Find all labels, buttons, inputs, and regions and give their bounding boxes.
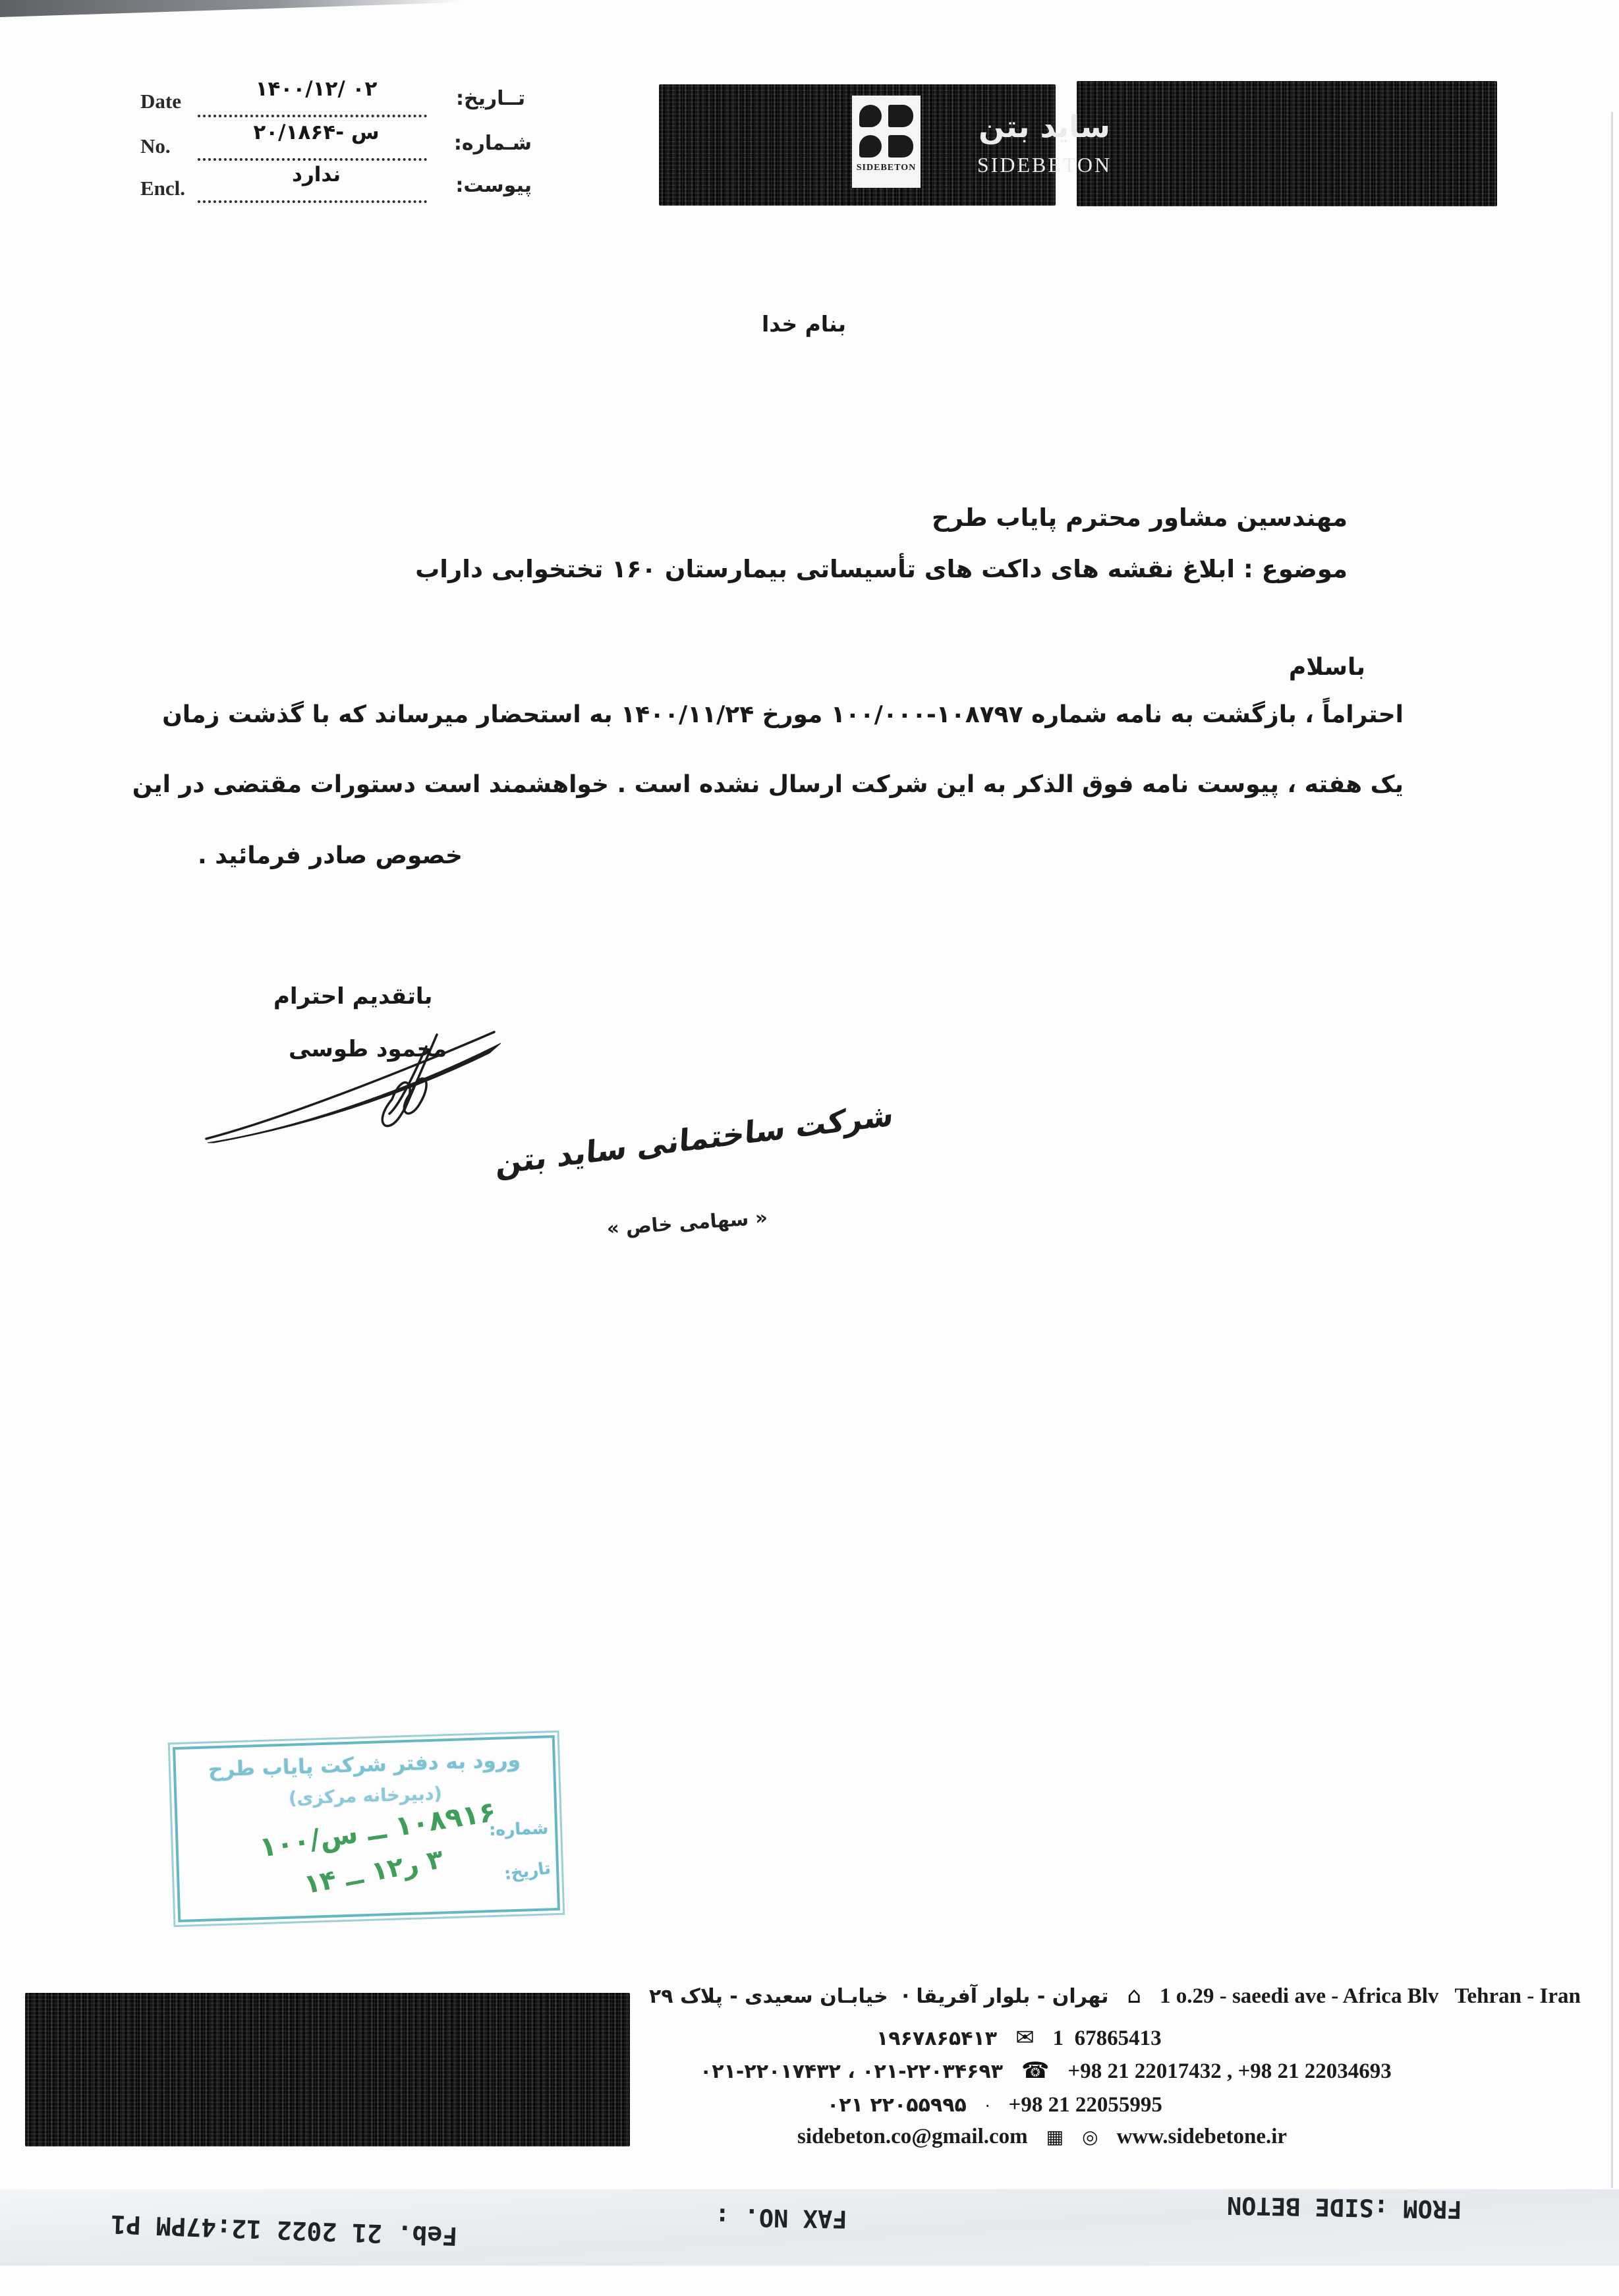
ref-encl-dotline [198, 183, 427, 203]
stamp-date-handwritten: ۳ ر۱۲ ــ ۱۴ [301, 1844, 446, 1901]
ref-no-label-en: No. [140, 134, 171, 158]
signer-name: محمود طوسی [289, 1036, 447, 1062]
mailbox-icon: ✉ [1015, 2024, 1035, 2051]
footer-postal-farsi: ۱۹۶۷۸۶۵۴۱۳ [876, 2027, 998, 2050]
stamp-title-line: ورود به دفتر شرکت پایاب طرح [208, 1748, 521, 1782]
ref-date-label-en: Date [140, 90, 181, 113]
brand-name-latin: SIDEBETON [977, 153, 1112, 177]
footer-postal-latin: 1 67865413 [1052, 2026, 1162, 2050]
ref-encl-label-fa: پیوست: [455, 174, 532, 197]
ref-encl-value: ندارد [292, 163, 341, 187]
globe-icon: ◎ [1082, 2126, 1098, 2148]
ref-no-value: س -۲۰/۱۸۶۴ [253, 121, 380, 144]
dot-separator: · [984, 2097, 990, 2115]
scan-edge-artifact [0, 0, 461, 17]
ref-date-dotline [198, 98, 427, 117]
phone-icon: ☎ [1021, 2057, 1050, 2084]
sb-logo-square [852, 96, 921, 188]
stamp-subtitle-line: (دبیرخانه مرکزی) [288, 1783, 443, 1809]
body-line-3: خصوص صادر فرمائید . [198, 842, 463, 869]
sb-logo-caption: SIDEBETON [856, 163, 917, 173]
sb-monogram-icon [859, 105, 913, 158]
footer-address-row [649, 1982, 1581, 2009]
footer-email: sidebeton.co@gmail.com [797, 2125, 1028, 2148]
footer-web-row [797, 2125, 1287, 2149]
fax-number-text: FAX NO. : [714, 2202, 847, 2233]
closing-respect-line: باتقدیم احترام [273, 983, 433, 1010]
company-script-signature: شرکت ساختمانی ساید بتن [495, 1096, 895, 1182]
stamp-number-handwritten: ۱۰۸۹۱۶ ــ س/۱۰۰ [257, 1795, 498, 1864]
ref-encl-label-en: Encl. [140, 177, 186, 200]
footer-website: www.sidebetone.ir [1116, 2125, 1288, 2148]
footer-phones-row [700, 2057, 1392, 2084]
brand-name-farsi: ساید بتن [979, 109, 1110, 144]
footer-phones-farsi: ۰۲۱-۲۲۰۱۷۴۳۲ ، ۰۲۱-۲۲۰۳۴۶۹۳ [700, 2060, 1004, 2083]
company-type-line: « سهامی خاص » [606, 1206, 768, 1240]
ref-no-label-fa: شـماره: [453, 132, 532, 155]
stamp-date-label: تاریخ: [503, 1858, 552, 1883]
footer-address-farsi: تهران - بلوار آفریقا · خیابـان سعیدی - پلاک ۲۹ [649, 1985, 1109, 2008]
scan-right-edge-line [1611, 112, 1613, 2188]
footer-fax-farsi: ۰۲۱ ۲۲۰۵۵۹۹۵ [827, 2094, 967, 2117]
bismillah-line: بنام خدا [761, 311, 847, 337]
handwritten-signature [194, 1007, 524, 1159]
footer-fax-latin: +98 21 22055995 [1008, 2093, 1162, 2117]
recipient-line: مهندسین مشاور محترم پایاب طرح [932, 503, 1348, 532]
subject-line: موضوع : ابلاغ نقشه های داکت های تأسیساتی بیمارستان ۱۶۰ تختخوابی داراب [415, 555, 1348, 583]
footer-postal-row [876, 2024, 1162, 2051]
house-icon: ⌂ [1127, 1982, 1141, 2009]
footer-address-latin: 1 o.29 - saeedi ave - Africa Blv Tehran - Iran [1159, 1984, 1581, 2008]
body-line-2: یک هفته ، پیوست نامه فوق الذکر به این شرکت ارسال نشده است . خواهشمند است دستورات مقتضی در این [132, 771, 1404, 798]
salutation-line: باسلام [1288, 654, 1365, 681]
fax-from-text: FROM :SIDE BETON [1226, 2191, 1462, 2224]
fax-datetime-text: Feb. 21 2022 12:47PM P1 [110, 2209, 458, 2251]
footer-fax-row [827, 2093, 1162, 2117]
footer-phones-latin: +98 21 22017432 , +98 21 22034693 [1067, 2059, 1392, 2083]
ref-date-value: ۱۴۰۰/۱۲/ ۰۲ [255, 77, 378, 101]
body-line-1: احتراماً ، بازگشت به نامه شماره ۱۰۸۷۹۷-۱۰۰/۰۰۰ مورخ ۱۴۰۰/۱۱/۲۴ به استحضار میرساند که با گذشت زمان [162, 701, 1404, 728]
stamp-number-label: شماره: [488, 1818, 549, 1840]
fax-machine-icon: ▦ [1046, 2126, 1064, 2148]
footer-dark-block [25, 1993, 630, 2146]
ref-date-label-fa: تــاریخ: [456, 87, 526, 110]
ref-no-dotline [198, 141, 427, 161]
entry-stamp [173, 1735, 560, 1922]
